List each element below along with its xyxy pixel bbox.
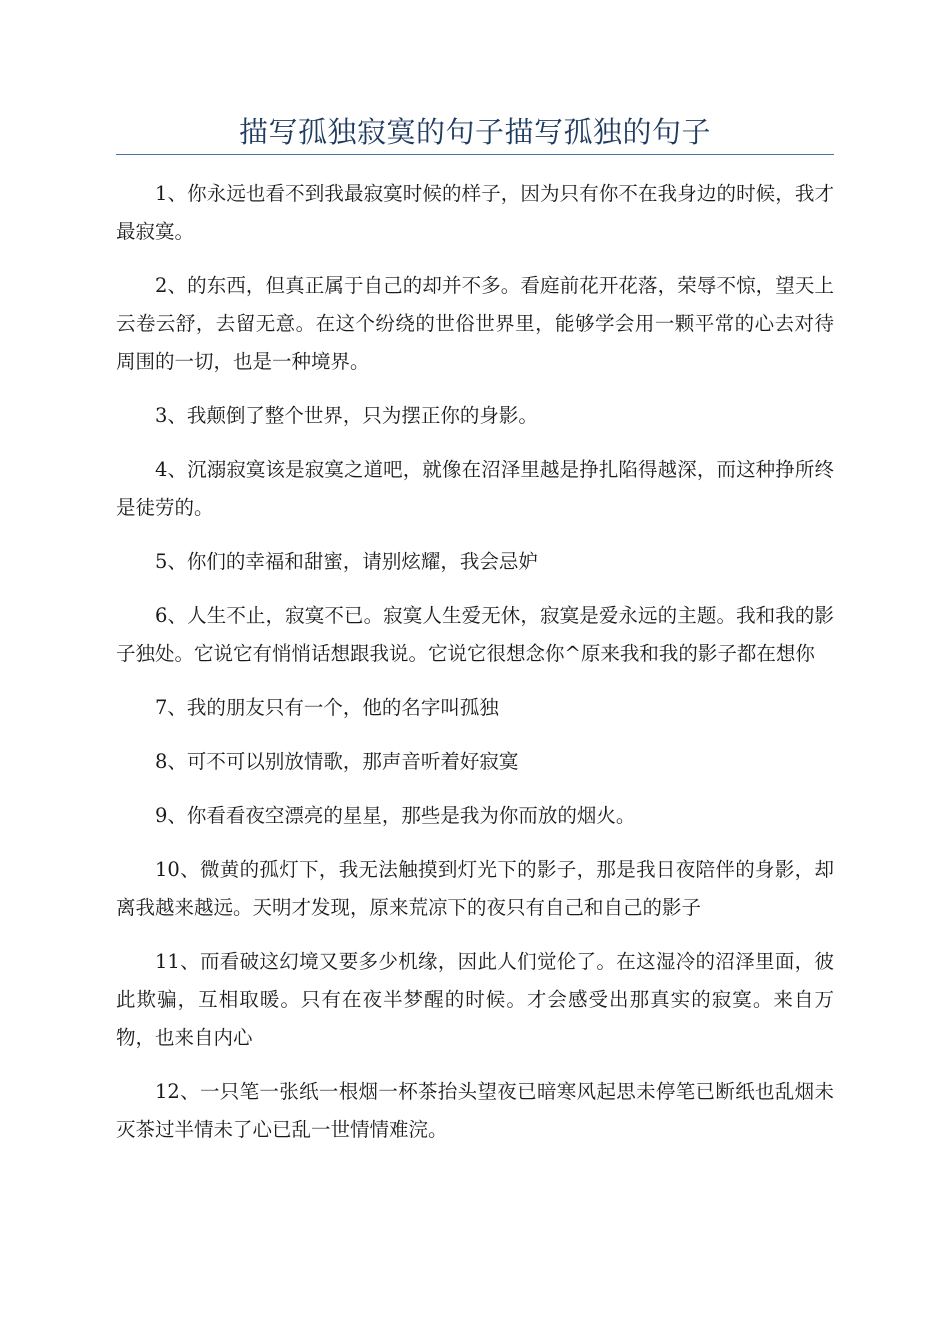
paragraph-11: 11、而看破这幻境又要多少机缘，因此人们觉伦了。在这湿冷的沼泽里面，彼此欺骗，互相取暖。只有在夜半梦醒的时候。才会感受出那真实的寂寞。来自万物，也来自内心 [116, 950, 834, 1049]
paragraph-12: 12、一只笔一张纸一根烟一杯茶抬头望夜已暗寒风起思未停笔已断纸也乱烟未灭茶过半情未了心已乱一世情情难浣。 [116, 1080, 834, 1141]
paragraph-1: 1、你永远也看不到我最寂寞时候的样子，因为只有你不在我身边的时候，我才最寂寞。 [116, 182, 834, 243]
paragraph-2: 2、的东西，但真正属于自己的却并不多。看庭前花开花落，荣辱不惊，望天上云卷云舒，去留无意。在这个纷绕的世俗世界里，能够学会用一颗平常的心去对待周围的一切，也是一种境界。 [116, 274, 834, 373]
paragraph-10: 10、微黄的孤灯下，我无法触摸到灯光下的影子，那是我日夜陪伴的身影，却离我越来越远。天明才发现，原来荒凉下的夜只有自己和自己的影子 [116, 858, 834, 919]
paragraph-9: 9、你看看夜空漂亮的星星，那些是我为你而放的烟火。 [155, 804, 636, 827]
paragraph-5: 5、你们的幸福和甜蜜，请别炫耀，我会忌妒 [155, 550, 538, 573]
title-divider [116, 154, 834, 155]
document-title: 描写孤独寂寞的句子描写孤独的句子 [238, 115, 711, 149]
paragraph-6: 6、人生不止，寂寞不已。寂寞人生爱无休，寂寞是爱永远的主题。我和我的影子独处。它说它有悄悄话想跟我说。它说它很想念你^原来我和我的影子都在想你 [116, 604, 834, 665]
paragraph-8: 8、可不可以别放情歌，那声音听着好寂寞 [155, 750, 519, 773]
paragraph-3: 3、我颠倒了整个世界，只为摆正你的身影。 [155, 404, 538, 427]
document-body [116, 175, 834, 1165]
paragraph-4: 4、沉溺寂寞该是寂寞之道吧，就像在沼泽里越是挣扎陷得越深，而这种挣所终是徒劳的。 [116, 458, 834, 519]
paragraph-7: 7、我的朋友只有一个，他的名字叫孤独 [155, 696, 499, 719]
